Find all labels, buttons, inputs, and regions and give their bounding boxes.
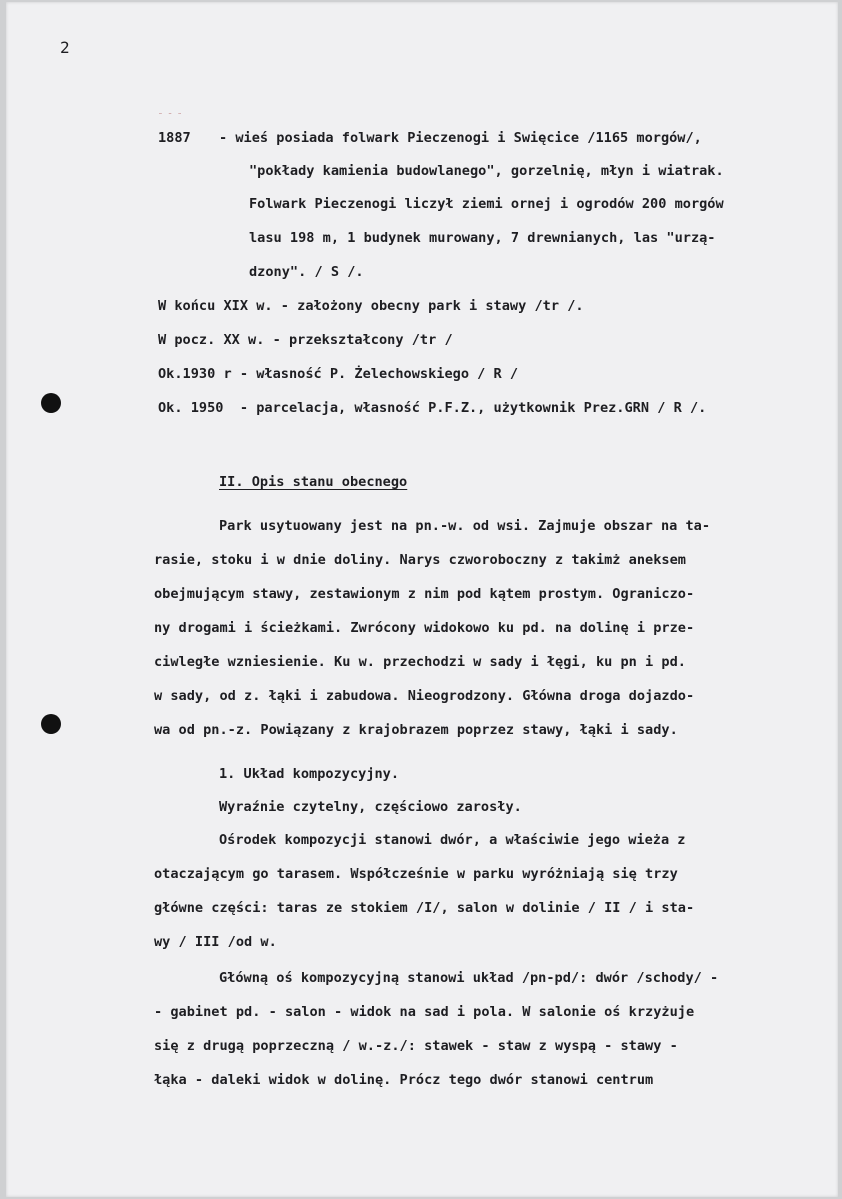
history-entry: Ok. 1950 - parcelacja, własność P.F.Z., użytkownik Prez.GRN / R /.: [158, 400, 707, 416]
paragraph-line: się z drugą poprzeczną / w.-z./: stawek - staw z wyspą - stawy -: [154, 1038, 678, 1054]
paragraph-line: ciwległe wzniesienie. Ku w. przechodzi w sady i łęgi, ku pn i pd.: [154, 654, 686, 670]
paragraph-line: obejmującym stawy, zestawionym z nim pod kątem prostym. Ograniczo-: [154, 586, 695, 602]
section-heading: II. Opis stanu obecnego: [219, 474, 408, 490]
history-line: dzony". / S /.: [249, 264, 364, 280]
paragraph-line: Ośrodek kompozycji stanowi dwór, a właściwie jego wieża z: [219, 832, 686, 848]
history-line: - wieś posiada folwark Pieczenogi i Swięcice /1165 morgów/,: [219, 130, 702, 146]
history-year-1887: 1887: [158, 130, 191, 146]
paragraph-line: Park usytuowany jest na pn.-w. od wsi. Zajmuje obszar na ta-: [219, 518, 711, 534]
history-entry: W pocz. XX w. - przekształcony /tr /: [158, 332, 453, 348]
history-entry: Ok.1930 r - własność P. Żelechowskiego / R /: [158, 366, 519, 382]
paragraph-line: rasie, stoku i w dnie doliny. Narys czworoboczny z takimż aneksem: [154, 552, 686, 568]
paragraph-line: wy / III /od w.: [154, 934, 277, 950]
document-page: [6, 2, 838, 1197]
history-line: "pokłady kamienia budowlanego", gorzelnię, młyn i wiatrak.: [249, 163, 724, 179]
paragraph-line: wa od pn.-z. Powiązany z krajobrazem poprzez stawy, łąki i sady.: [154, 722, 678, 738]
history-line: lasu 198 m, 1 budynek murowany, 7 drewnianych, las "urzą-: [249, 230, 716, 246]
punch-hole: [41, 393, 61, 413]
subsection-line: Wyraźnie czytelny, częściowo zarosły.: [219, 799, 522, 815]
history-line: Folwark Pieczenogi liczył ziemi ornej i ogrodów 200 morgów: [249, 196, 724, 212]
paragraph-line: - gabinet pd. - salon - widok na sad i pola. W salonie oś krzyżuje: [154, 1004, 695, 1020]
paragraph-line: ny drogami i ścieżkami. Zwrócony widokowo ku pd. na dolinę i prze-: [154, 620, 695, 636]
history-entry: W końcu XIX w. - założony obecny park i stawy /tr /.: [158, 298, 584, 314]
paragraph-line: otaczającym go tarasem. Współcześnie w parku wyróżniają się trzy: [154, 866, 678, 882]
paragraph-line: łąka - daleki widok w dolinę. Prócz tego dwór stanowi centrum: [154, 1072, 654, 1088]
paragraph-line: Główną oś kompozycyjną stanowi układ /pn-pd/: dwór /schody/ -: [219, 970, 719, 986]
pencil-annotation: ˜ ˜ ˜: [158, 112, 183, 121]
paragraph-line: główne części: taras ze stokiem /I/, salon w dolinie / II / i sta-: [154, 900, 695, 916]
paragraph-line: w sady, od z. łąki i zabudowa. Nieogrodzony. Główna droga dojazdo-: [154, 688, 695, 704]
punch-hole: [41, 714, 61, 734]
subsection-heading: 1. Układ kompozycyjny.: [219, 766, 400, 782]
page-number: 2: [60, 38, 70, 57]
